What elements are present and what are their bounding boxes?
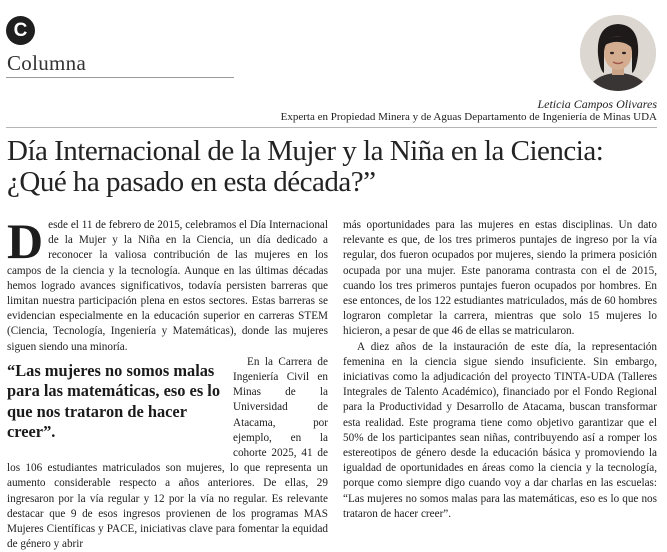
paragraph-1-text: esde el 11 de febrero de 2015, celebramos el Día Internacional de la Mujer y la Niña en la Ciencia, un día dedicado a reconocer la valiosa contribución de las mujeres en los campos de la ciencia y la tecnología. Aunque en las últimas décadas hemos logrado avances significativos, todavía persisten barreras que limitan nuestra participación plena en estos sectores. Estas barreras se evidencian especialmente en la educación superior en carreras STEM (Ciencia, Tecnología, Ingeniería y Matemáticas), donde las mujeres siguen siendo una minoría. — [7, 219, 328, 353]
headline-divider — [6, 127, 657, 128]
paragraph-4: A diez años de la instauración de este día, la representación femenina en la ciencia sigue siendo insuficiente. Sin embargo, iniciativas como la adjudicación del proyecto TINTA-UDA (Talleres Integrales de Talento Académico), financiado por el Fondo Regional para la Productividad y Desarrollo de Atacama, buscan transformar esta realidad. Este programa tiene como objetivo garantizar que el 50% de los participantes sean niñas, contribuyendo así a romper los estereotipos de género desde la educación básica y promoviendo la igualdad de oportunidades en áreas como la ciencia y la tecnología, porque como siempre digo cuando voy a dar charlas en las escuelas: “Las mujeres no somos malas para las matemáticas, eso es lo que nos trataron de hacer creer”. — [343, 340, 657, 520]
article-column-right — [343, 218, 657, 522]
paragraph-2: En la Carrera de Ingeniería Civil en Minas de la Universidad de Atacama, por ejemplo, en la cohorte 2025, 41 de los 106 estudiantes matriculados son mujeres, lo que representa un aumento considerable respecto a años anteriores. De ellas, 29 ingresaron por la vía regular y 12 por la vía no regular. Es relevante destacar que 9 de esos ingresos provienen de los programas MAS Mujeres Científicas y PACE, iniciativas clave para fomentar la equidad de género y abrir — [7, 355, 328, 551]
section-label: Columna — [7, 51, 87, 75]
column-badge: C — [6, 16, 35, 45]
headline — [7, 136, 663, 198]
author-role: Experta en Propiedad Minera y de Aguas Departamento de Ingeniería de Minas UDA — [280, 111, 657, 123]
author-portrait-icon — [580, 15, 656, 91]
headline-line-2: ¿Qué ha pasado en esta década?” — [7, 166, 376, 198]
drop-cap: D — [7, 213, 44, 269]
paragraph-3: más oportunidades para las mujeres en estas disciplinas. Un dato relevante es que, de los tres primeros puntajes de ingreso por la vía regular, dos fueron ocupados por mujeres, siendo la primera posición ocupada por una mujer. Este panorama contrasta con el de 2015, cuando los tres primeros puntajes fueron ocupados por hombres. En ese entonces, de los 122 estudiantes matriculados, más de 60 hombres lograron completar la carrera, mientras que solo 15 mujeres lo hicieron, a pesar de que 46 de ellas se matricularon. — [343, 219, 657, 338]
headline-line-1: Día Internacional de la Mujer y la Niña en la Ciencia: — [7, 135, 604, 167]
paragraph-1 — [7, 213, 328, 355]
pull-quote: “Las mujeres no somos malas para las matemáticas, eso es lo que nos trataron de hacer creer”. — [7, 360, 221, 442]
article-column-left — [7, 213, 328, 552]
section-divider — [6, 77, 234, 78]
author-name: Leticia Campos Olivares — [537, 97, 657, 111]
